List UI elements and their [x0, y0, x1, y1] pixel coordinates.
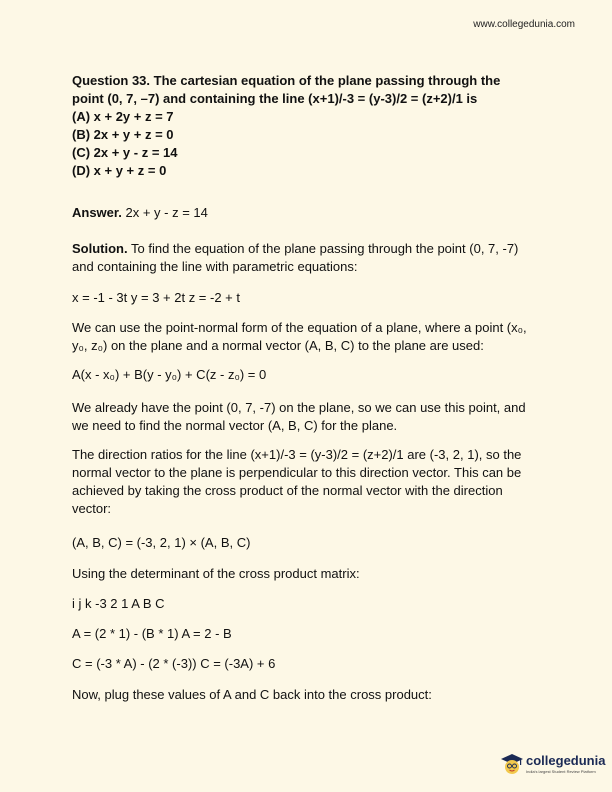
- answer-text: 2x + y - z = 14: [125, 205, 208, 220]
- option-b: (B) 2x + y + z = 0: [72, 127, 174, 142]
- graduate-mascot-icon: [500, 752, 524, 776]
- option-d: (D) x + y + z = 0: [72, 163, 167, 178]
- parametric-equations: x = -1 - 3t y = 3 + 2t z = -2 + t: [72, 290, 240, 305]
- question-block: [72, 72, 542, 180]
- question-line-1: Question 33. The cartesian equation of the plane passing through the: [72, 73, 501, 88]
- site-url[interactable]: www.collegedunia.com: [473, 19, 575, 30]
- point-normal-equation: A(x - x₀) + B(y - y₀) + C(z - z₀) = 0: [72, 367, 267, 382]
- answer-label: Answer.: [72, 205, 122, 220]
- answer: [72, 204, 542, 222]
- determinant-matrix: i j k -3 2 1 A B C: [72, 596, 165, 611]
- determinant-intro: Using the determinant of the cross product matrix:: [72, 566, 360, 581]
- point-statement: We already have the point (0, 7, -7) on the plane, so we can use this point, and we need to find the normal vector (A, B, C) for the plane.: [72, 400, 526, 433]
- solution-label: Solution.: [72, 241, 128, 256]
- point-normal-description: We can use the point-normal form of the equation of a plane, where a point (x₀, y₀, z₀) on the plane and a normal vector (A, B, C) to the plane are used:: [72, 320, 527, 353]
- brand-tagline: India's largest Student Review Platform: [526, 769, 596, 774]
- cross-product-equation: (A, B, C) = (-3, 2, 1) × (A, B, C): [72, 535, 251, 550]
- plug-statement: Now, plug these values of A and C back into the cross product:: [72, 687, 432, 702]
- collegedunia-logo[interactable]: [500, 752, 606, 778]
- direction-ratios: The direction ratios for the line (x+1)/-3 = (y-3)/2 = (z+2)/1 are (-3, 2, 1), so the normal vector to the plane is perpendicular to this direction vector. This can be achieved by taking the cross product of the normal vector with the direction vector:: [72, 447, 522, 516]
- question-line-2: point (0, 7, –7) and containing the line (x+1)/-3 = (y-3)/2 = (z+2)/1 is: [72, 91, 478, 106]
- solution-intro-text: To find the equation of the plane passing through the point (0, 7, -7) and containing the line with parametric equations:: [72, 241, 519, 274]
- solution-intro: [72, 240, 542, 276]
- brand-name: collegedunia: [526, 753, 606, 768]
- a-equation: A = (2 * 1) - (B * 1) A = 2 - B: [72, 626, 232, 641]
- option-c: (C) 2x + y - z = 14: [72, 145, 178, 160]
- c-equation: C = (-3 * A) - (2 * (-3)) C = (-3A) + 6: [72, 656, 276, 671]
- option-a: (A) x + 2y + z = 7: [72, 109, 174, 124]
